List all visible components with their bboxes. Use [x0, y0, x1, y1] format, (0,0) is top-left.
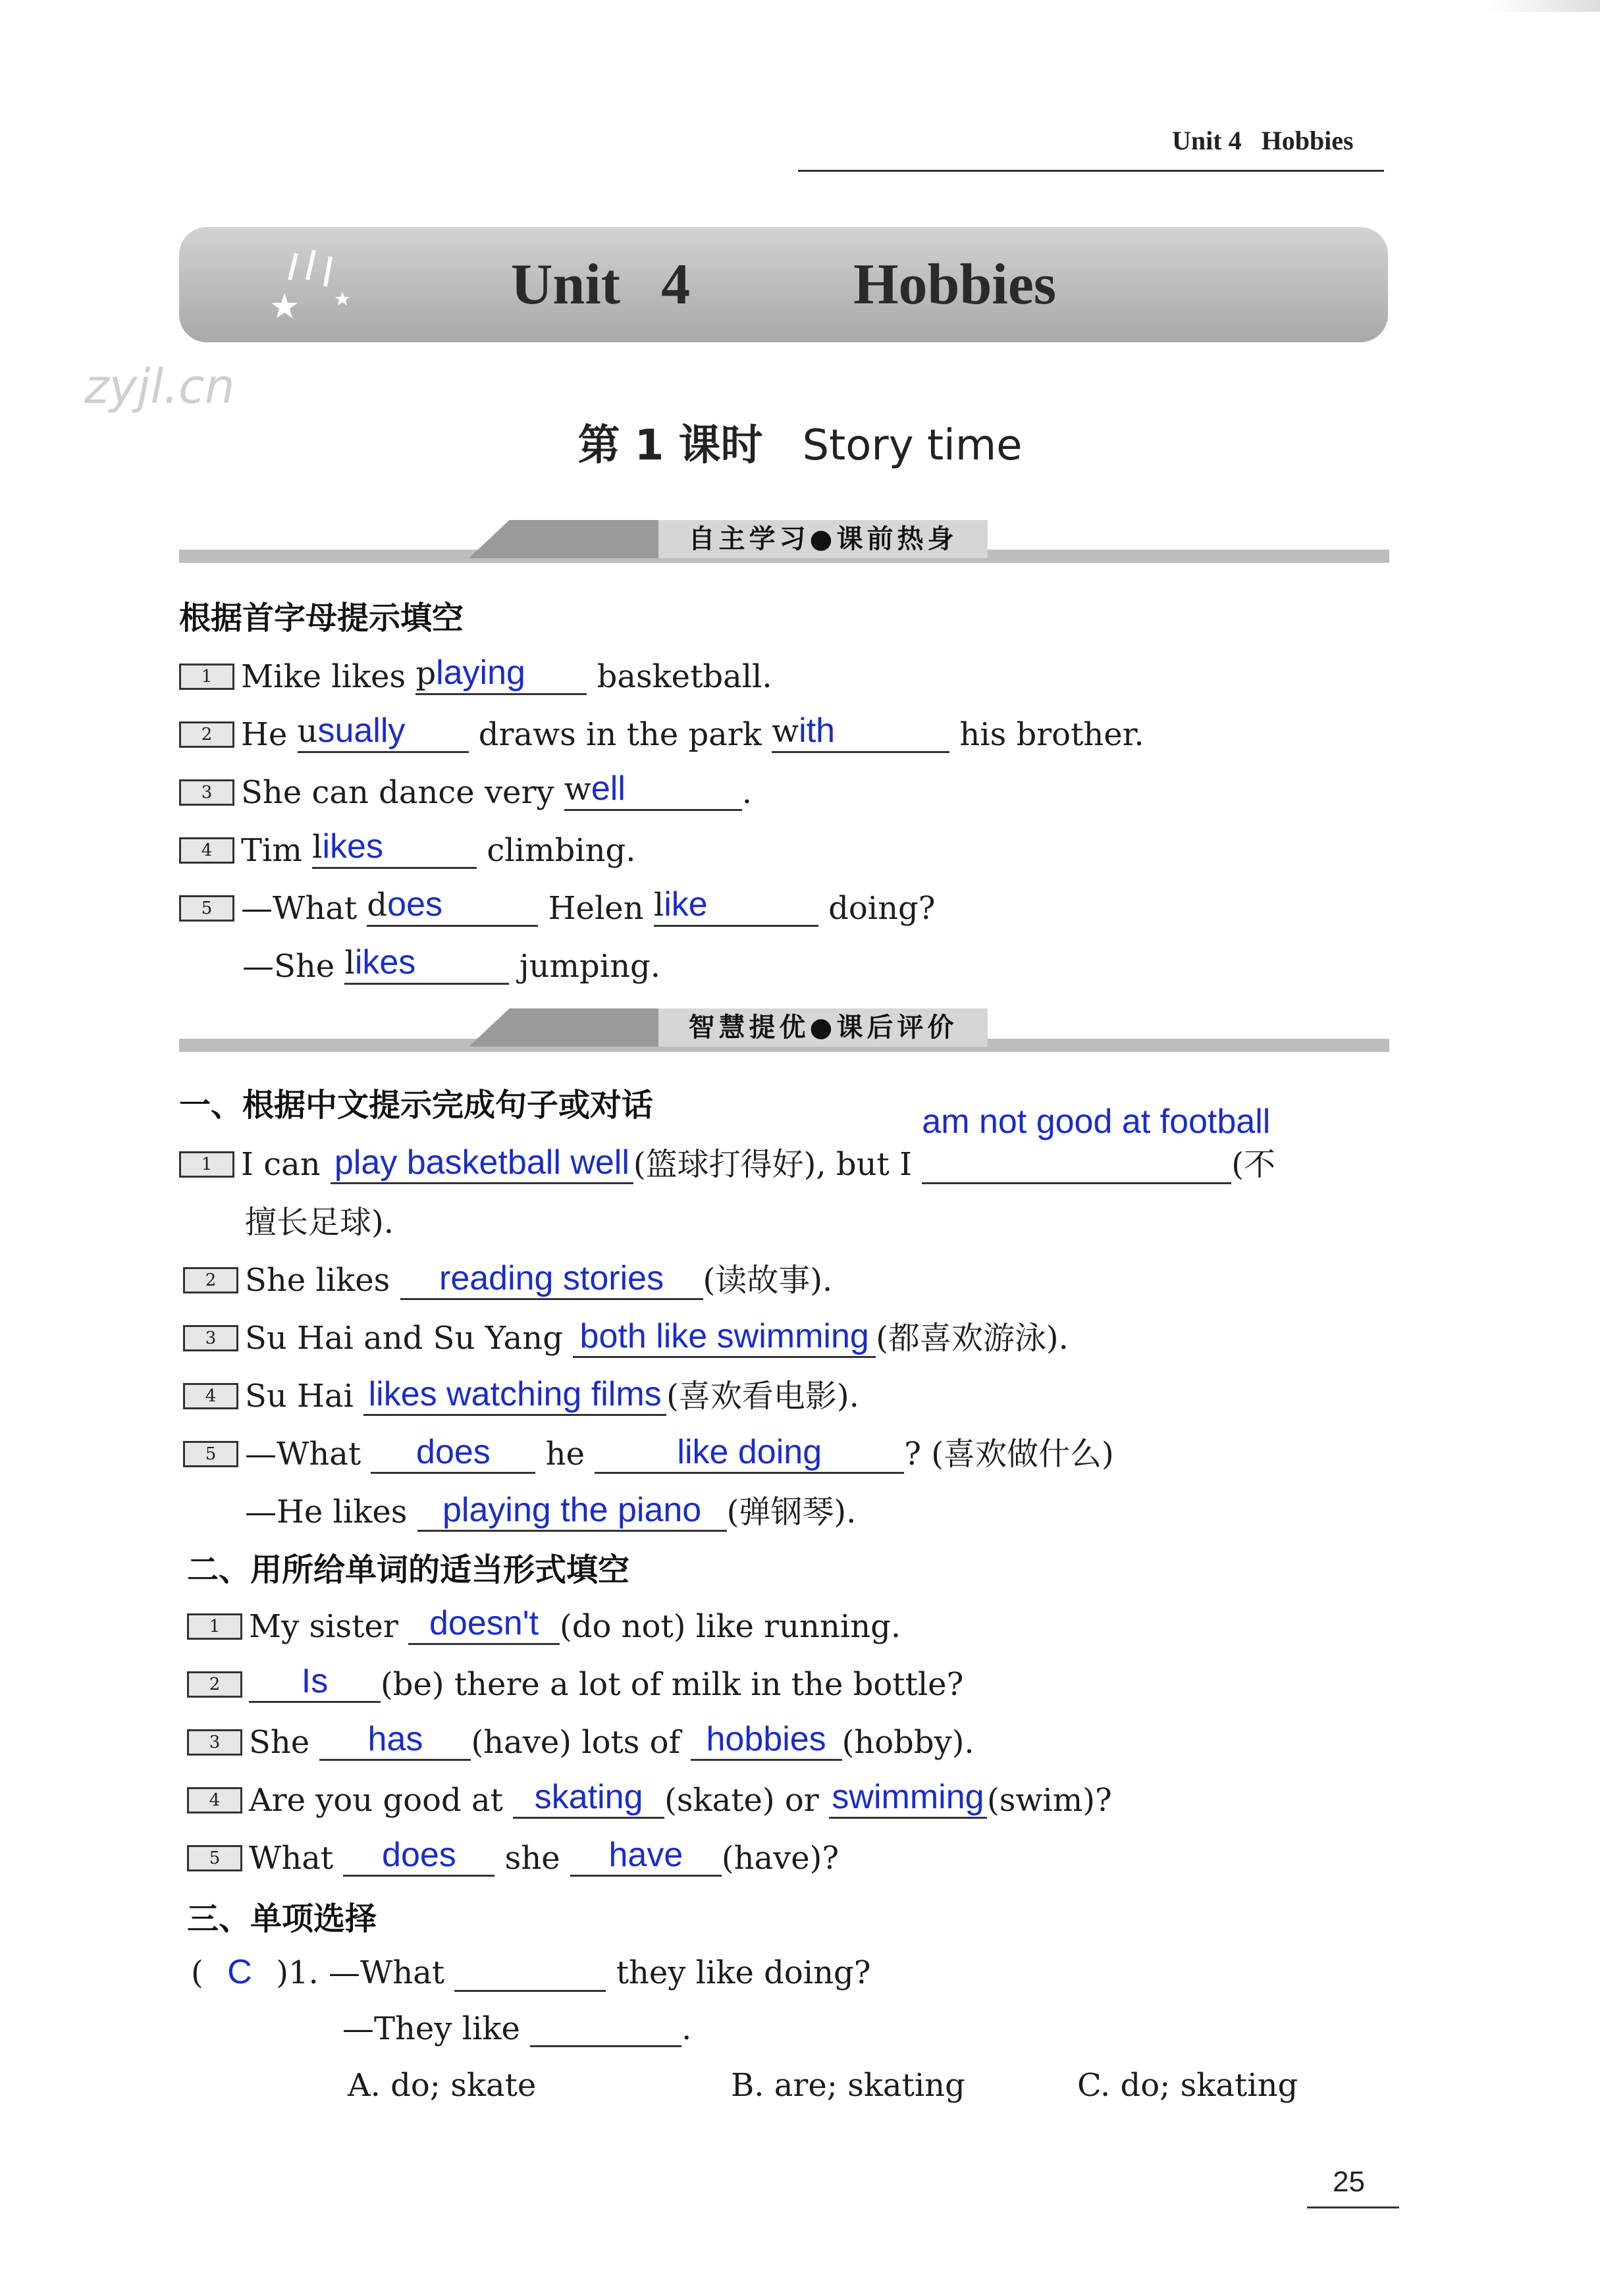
- text: I can: [241, 1146, 331, 1183]
- text: (不: [1231, 1146, 1276, 1183]
- answer: like doing: [677, 1433, 822, 1471]
- text: she: [494, 1840, 570, 1877]
- answer-blank[interactable]: [530, 2045, 681, 2047]
- watermark: zyjl.cn: [84, 359, 235, 414]
- s1-item-5: [179, 885, 935, 931]
- answer-blank[interactable]: [331, 1143, 633, 1184]
- p1-q1-cont: 擅长足球).: [245, 1204, 394, 1241]
- unit-title: Unit 4 Hobbies: [510, 253, 1057, 317]
- item-number: 5: [187, 1845, 242, 1871]
- text: (喜欢看电影).: [666, 1378, 859, 1415]
- p2-q5: [187, 1835, 839, 1881]
- text: (: [191, 1954, 213, 1991]
- p1-q5: [183, 1428, 1114, 1474]
- lesson-name: Story time: [802, 421, 1023, 470]
- answer-blank[interactable]: [513, 1777, 664, 1819]
- answer: laying: [436, 654, 525, 692]
- item-number: 3: [187, 1729, 242, 1756]
- s1-item-1: [179, 653, 772, 699]
- text: He: [241, 716, 298, 753]
- hint-letter: w: [772, 713, 799, 750]
- p1-q4: [183, 1370, 859, 1417]
- text: She can dance very: [241, 774, 564, 811]
- text: .: [741, 774, 753, 811]
- unit-banner: [179, 227, 1388, 342]
- answer-blank[interactable]: [363, 1374, 666, 1416]
- answer-blank[interactable]: [654, 885, 818, 927]
- p1-q5b: [245, 1486, 856, 1532]
- text: —What: [241, 890, 367, 927]
- p1-q2: [183, 1255, 832, 1301]
- s1-item-2: [179, 711, 1144, 757]
- page-number-rule: [1307, 2206, 1399, 2208]
- hint-letter: l: [653, 887, 664, 924]
- p2-q2: [187, 1661, 963, 1708]
- p3-q1: [191, 1952, 870, 1998]
- answer: ikes: [354, 943, 416, 981]
- p1-q3: [183, 1313, 1069, 1359]
- p3-q1b: [342, 2010, 691, 2056]
- text: (读故事).: [703, 1262, 833, 1299]
- hint-letter: p: [415, 655, 437, 692]
- answer-blank[interactable]: [344, 943, 509, 985]
- item-number: 1: [187, 1613, 242, 1640]
- section-2-label: 智慧提优●课后评价: [658, 1008, 988, 1047]
- text: (都喜欢游泳).: [876, 1320, 1069, 1357]
- text: draws in the park: [468, 716, 772, 753]
- text: climbing.: [477, 832, 636, 869]
- answer-blank[interactable]: [249, 1661, 381, 1703]
- answer-blank[interactable]: [400, 1259, 703, 1300]
- answer: has: [367, 1720, 423, 1758]
- answer-blank[interactable]: [829, 1777, 987, 1819]
- answer: hobbies: [706, 1720, 826, 1758]
- text: (skate) or: [664, 1782, 829, 1819]
- item-number: 5: [183, 1441, 238, 1467]
- answer: ith: [799, 712, 836, 750]
- corner-mark: [1488, 0, 1600, 12]
- header-rule: [798, 170, 1384, 172]
- item-number: 2: [179, 721, 234, 748]
- hint-letter: l: [344, 945, 355, 981]
- text: (弹钢琴).: [726, 1494, 857, 1530]
- answer-blank[interactable]: [298, 711, 469, 753]
- item-number: 4: [183, 1383, 238, 1409]
- header-unit: Unit 4: [1172, 126, 1242, 155]
- answer: oes: [387, 885, 442, 924]
- s1-item-4: [179, 827, 635, 873]
- answer-blank[interactable]: [570, 1835, 722, 1877]
- answer: swimming: [832, 1778, 984, 1816]
- option-c[interactable]: C. do; skating: [1077, 2067, 1298, 2104]
- answer-blank[interactable]: [454, 1990, 606, 1992]
- text: doing?: [818, 890, 936, 927]
- answer-blank[interactable]: [772, 711, 949, 753]
- text: .: [681, 2010, 692, 2047]
- text: Mike likes: [241, 658, 416, 695]
- item-number: 3: [183, 1325, 238, 1351]
- answer: play basketball well: [334, 1143, 629, 1182]
- answer-blank[interactable]: [417, 1490, 727, 1532]
- text: Su Hai and Su Yang: [245, 1320, 573, 1357]
- answer-blank[interactable]: [573, 1317, 876, 1358]
- text: Tim: [241, 832, 313, 869]
- text: (swim)?: [986, 1782, 1112, 1819]
- answer-blank[interactable]: [595, 1432, 904, 1474]
- answer: Is: [301, 1662, 329, 1700]
- part-1-heading: 一、根据中文提示完成句子或对话: [179, 1087, 654, 1124]
- lesson-number: 第 1 课时: [577, 421, 763, 470]
- answer: ike: [664, 885, 708, 924]
- answer-blank[interactable]: [415, 653, 587, 695]
- item-number: 2: [183, 1267, 238, 1293]
- s1-item-3: [179, 769, 752, 815]
- option-b[interactable]: B. are; skating: [731, 2067, 965, 2104]
- spacer: [724, 520, 1093, 558]
- hint-letter: w: [564, 771, 591, 808]
- text: Su Hai: [245, 1378, 364, 1415]
- text: )1. —What: [265, 1954, 455, 1991]
- answer-blank[interactable]: [922, 1103, 1271, 1184]
- text: jumping.: [509, 948, 661, 985]
- text: —They like: [342, 2010, 531, 2047]
- text: —What: [245, 1436, 371, 1473]
- text: basketball.: [587, 658, 772, 695]
- option-a[interactable]: A. do; skate: [348, 2067, 537, 2104]
- answer-blank[interactable]: [343, 1835, 494, 1877]
- item-number: 5: [179, 895, 234, 922]
- text: She: [249, 1724, 320, 1761]
- answer: sually: [317, 712, 406, 750]
- text: he: [535, 1436, 595, 1473]
- p2-q4: [187, 1777, 1112, 1823]
- text: What: [249, 1840, 344, 1877]
- section-1-label: 自主学习●课前热身: [658, 520, 988, 558]
- lesson-title: [0, 411, 1600, 472]
- answer: does: [416, 1433, 491, 1471]
- text: they like doing?: [606, 1954, 871, 1991]
- hint-letter: u: [297, 713, 318, 750]
- text: Are you good at: [249, 1782, 514, 1819]
- section-1-heading: 根据首字母提示填空: [179, 600, 464, 637]
- answer: doesn't: [429, 1604, 539, 1642]
- running-header: [1172, 125, 1354, 156]
- part-2-heading: 二、用所给单词的适当形式填空: [187, 1552, 630, 1588]
- part-3-heading: 三、单项选择: [187, 1900, 377, 1937]
- text: —She: [242, 948, 345, 985]
- text: (do not) like running.: [560, 1608, 901, 1645]
- answer-blank[interactable]: [408, 1604, 560, 1645]
- text: (hobby).: [841, 1724, 974, 1761]
- hint-letter: l: [312, 829, 323, 866]
- header-title: Hobbies: [1261, 126, 1354, 155]
- text: (be) there a lot of milk in the bottle?: [381, 1666, 964, 1703]
- answer-blank[interactable]: [371, 1432, 535, 1474]
- answer: playing the piano: [442, 1491, 702, 1529]
- text: My sister: [249, 1608, 409, 1645]
- answer-blank[interactable]: [564, 769, 742, 811]
- text: his brother.: [949, 716, 1144, 753]
- p2-q3: [187, 1719, 974, 1765]
- text: (篮球打得好), but I: [633, 1146, 922, 1183]
- answer: likes watching films: [368, 1375, 662, 1413]
- answer: ikes: [322, 827, 383, 866]
- answer-blank[interactable]: [319, 1719, 471, 1761]
- answer-blank[interactable]: [312, 827, 477, 869]
- text: (have) lots of: [471, 1724, 691, 1761]
- text: She likes: [245, 1262, 400, 1299]
- text: —He likes: [245, 1494, 417, 1530]
- answer: ell: [591, 770, 626, 808]
- text: Helen: [538, 890, 654, 927]
- answer: have: [608, 1836, 683, 1874]
- answer: does: [382, 1836, 456, 1874]
- item-number: 4: [187, 1787, 242, 1813]
- answer: am not good at football: [922, 1103, 1271, 1141]
- item-number: 4: [179, 837, 234, 864]
- p2-q1: [187, 1604, 901, 1650]
- answer-blank[interactable]: [691, 1719, 842, 1761]
- answer: both like swimming: [579, 1317, 869, 1355]
- hint-letter: d: [367, 887, 388, 924]
- item-number: 2: [187, 1671, 242, 1698]
- text: ? (喜欢做什么): [904, 1436, 1114, 1473]
- s1-item-5b: [242, 943, 660, 989]
- choice-answer[interactable]: C: [227, 1953, 252, 1991]
- page-number: 25: [1333, 2166, 1365, 2198]
- answer: reading stories: [439, 1259, 664, 1297]
- item-number: 1: [179, 1151, 234, 1178]
- answer-blank[interactable]: [367, 885, 538, 927]
- text: (have)?: [721, 1840, 840, 1877]
- item-number: 3: [179, 779, 234, 806]
- item-number: 1: [179, 664, 234, 690]
- answer: skating: [534, 1778, 643, 1816]
